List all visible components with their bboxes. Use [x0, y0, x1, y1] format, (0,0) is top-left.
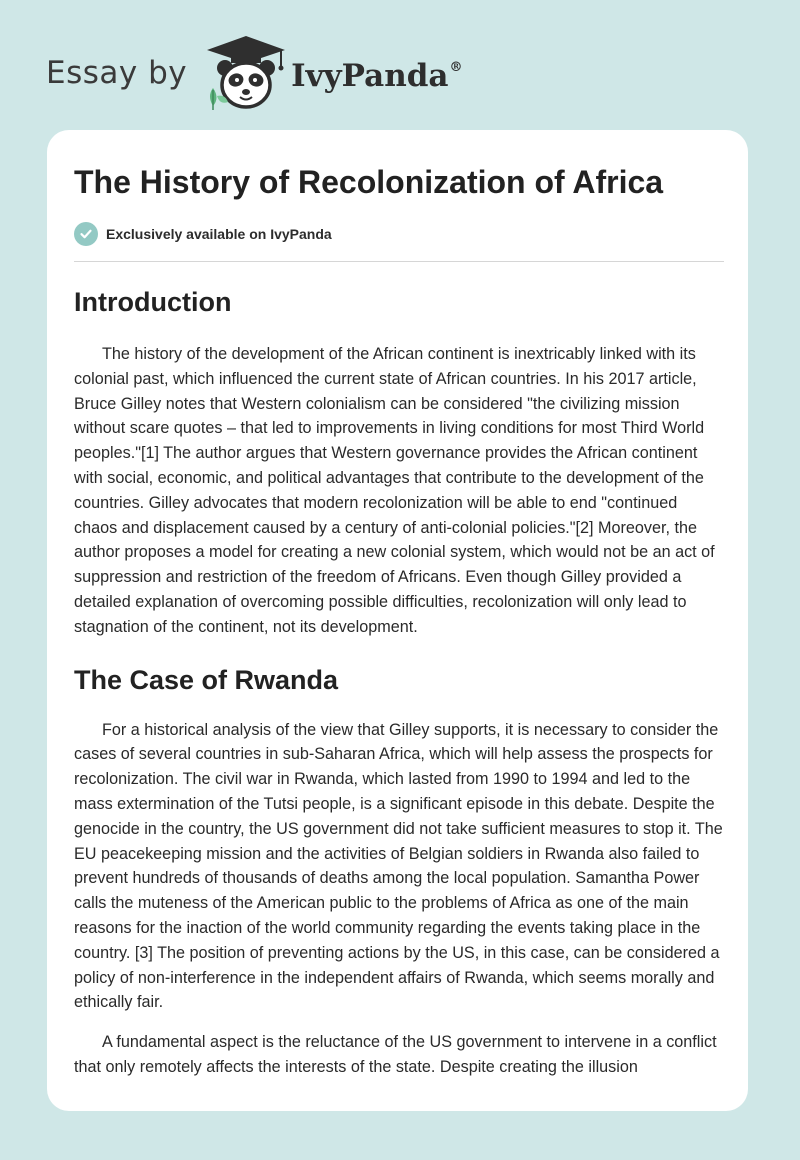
- title-divider: [74, 261, 724, 262]
- essay-body: [74, 280, 724, 1080]
- availability-text: Exclusively available on IvyPanda: [106, 226, 332, 242]
- essay-card: [47, 130, 748, 1111]
- section-heading-introduction: Introduction: [74, 287, 232, 317]
- brand-name[interactable]: IvyPanda®: [291, 58, 463, 94]
- registered-mark: ®: [449, 60, 463, 75]
- checkmark-icon: [74, 222, 98, 246]
- paragraph: The history of the development of the African continent is inextricably linked with its colonial past, which influenced the current state of African countries. In his 2017 article, Bruce Gilley notes that Western colonialism can be considered "the civilizing mission without scare quotes – that led to improvements in living conditions for most Third World peoples."[1] The author argues that Western governance provides the African continent with social, economic, and political advantages that contribute to the development of the countries. Gilley advocates that modern recolonization will be able to end "continued chaos and displacement caused by a century of anti-colonial policies."[2] Moreover, the author proposes a model for creating a new colonial system, which would not be an act of suppression and restriction of the freedom of Africans. Even though Gilley provided a detailed explanation of overcoming possible difficulties, recolonization will only lead to stagnation of the continent, not its development.: [74, 345, 715, 636]
- paragraph: For a historical analysis of the view that Gilley supports, it is necessary to consider the cases of several countries in sub-Saharan Africa, which will help assess the prospects for recolonization. The civil war in Rwanda, which lasted from 1990 to 1994 and led to the mass extermination of the Tutsi people, is a significant episode in this debate. Despite the genocide in the country, the US government did not take sufficient measures to stop it. The EU peacekeeping mission and the activities of Belgian soldiers in Rwanda also failed to prevent hundreds of thousands of deaths among the local population. Samantha Power calls the muteness of the American public to the problems of Africa as one of the main reasons for the inaction of the world community regarding the events taking place in the country. [3] The position of preventing actions by the US, in this case, can be considered a policy of non-interference in the independent affairs of Rwanda, which seems morally and ethically fair.: [74, 720, 723, 1012]
- page-title: The History of Recolonization of Africa: [74, 164, 664, 200]
- essay-by-label: Essay by: [46, 55, 188, 91]
- section-heading-rwanda: The Case of Rwanda: [74, 664, 339, 695]
- panda-logo-icon[interactable]: [203, 30, 289, 116]
- site-header: [46, 28, 463, 118]
- availability-badge: [74, 222, 332, 246]
- paragraph: A fundamental aspect is the reluctance of the US government to intervene in a conflict that only remotely affects the interests of the state. Despite creating the illusion: [74, 1033, 717, 1076]
